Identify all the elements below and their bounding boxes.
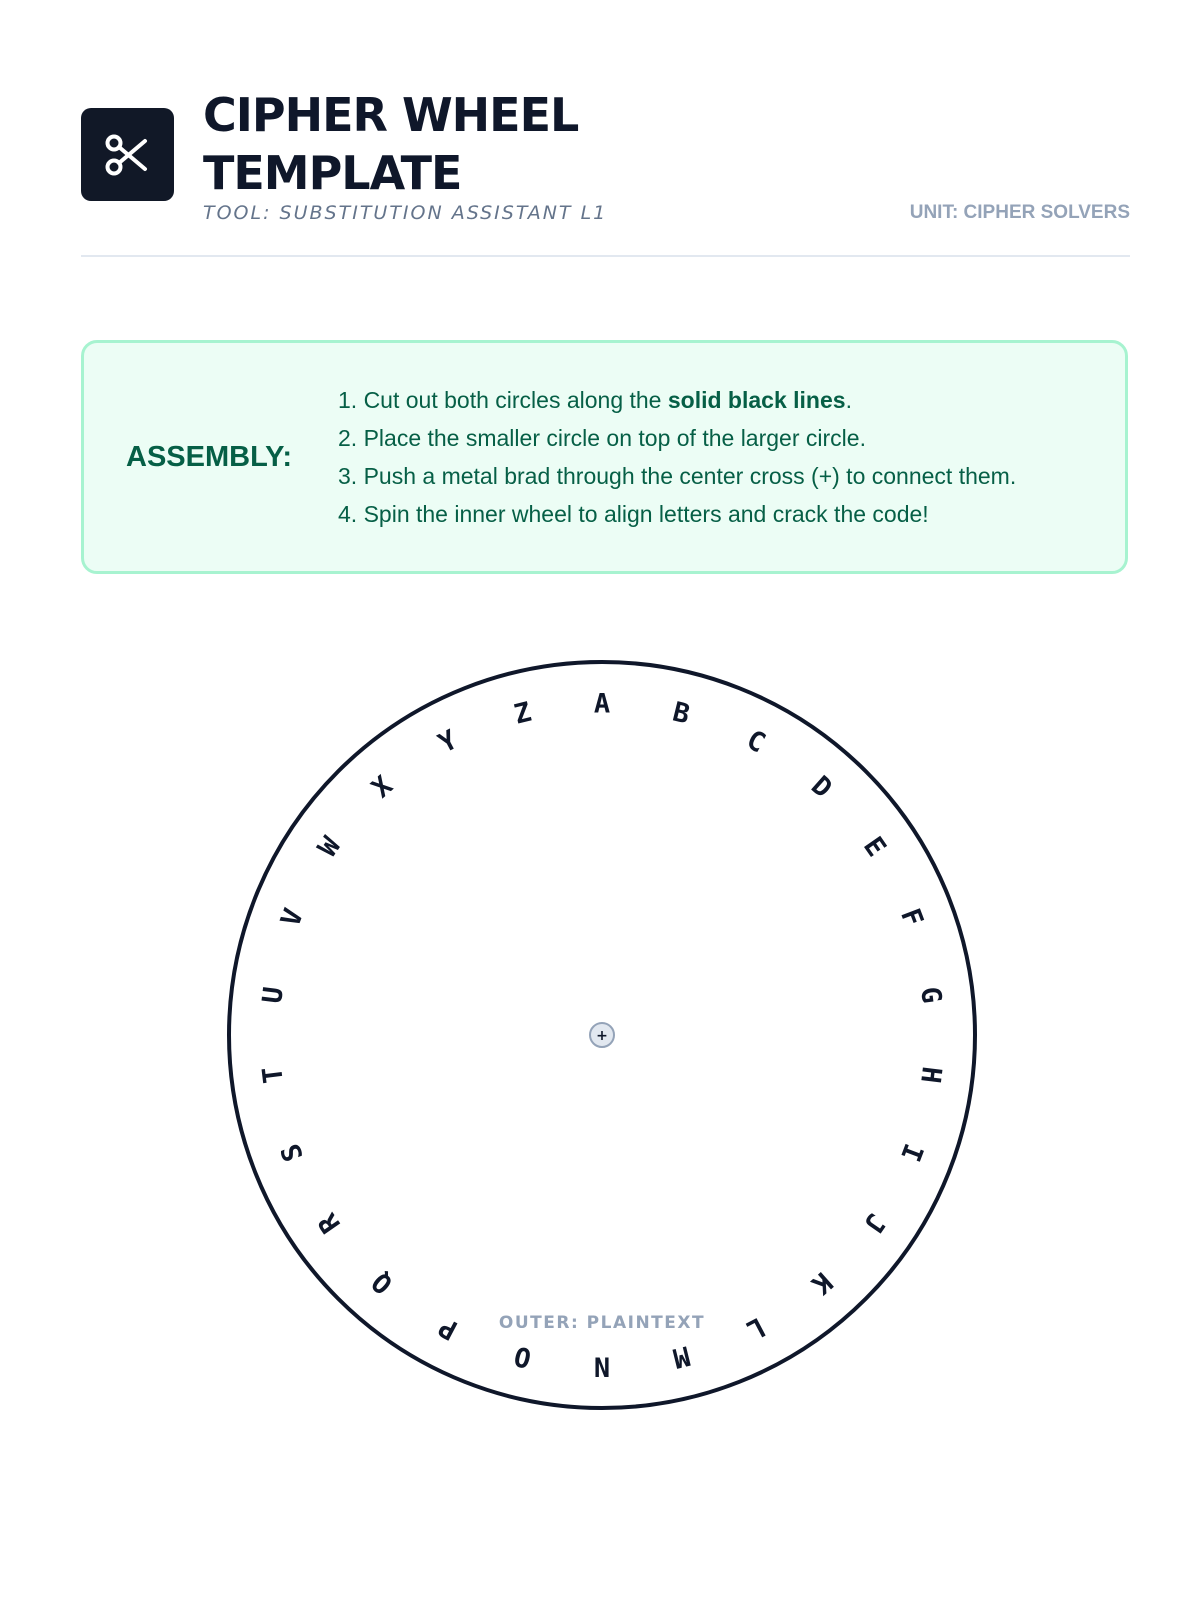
wheel-letter-q: Q — [366, 1265, 399, 1300]
cipher-wheel-svg — [226, 659, 978, 1411]
wheel-letter-v: V — [275, 904, 310, 931]
step-1 — [338, 381, 1016, 419]
wheel-letter-p: P — [433, 1310, 463, 1346]
title-line-2: TEMPLATE — [203, 146, 462, 200]
center-mark: + — [596, 1028, 608, 1044]
wheel-letter-k: K — [805, 1265, 838, 1300]
assembly-steps — [338, 381, 1016, 533]
wheel-letter-b: B — [669, 696, 693, 731]
title-line-1: CIPHER WHEEL — [203, 88, 579, 142]
header — [81, 86, 1130, 256]
step-2: 2. Place the smaller circle on top of the larger circle. — [338, 425, 866, 451]
step-4: 4. Spin the inner wheel to align letters and crack the code! — [338, 501, 929, 527]
step-3: 3. Push a metal brad through the center cross (+) to connect them. — [338, 463, 1017, 489]
wheel-letter-y: Y — [433, 724, 463, 760]
wheel-letter-u: U — [257, 985, 290, 1006]
wheel-letter-o: O — [511, 1339, 535, 1374]
page-title — [203, 86, 803, 202]
tool-subtitle: TOOL: SUBSTITUTION ASSISTANT L1 — [203, 202, 608, 224]
header-divider — [81, 255, 1130, 257]
logo-badge — [81, 108, 174, 201]
scissors-icon — [103, 130, 153, 180]
wheel-letter-c: C — [741, 724, 771, 760]
wheel-letter-d: D — [805, 770, 838, 805]
center-cross[interactable] — [590, 1023, 614, 1047]
wheel-letter-a: A — [593, 688, 611, 720]
step-1-prefix: 1. Cut out both circles along the — [338, 387, 668, 413]
wheel-letter-i: I — [894, 1139, 929, 1166]
wheel-letter-r: R — [312, 1207, 347, 1239]
step-1-suffix: . — [845, 387, 852, 413]
wheel-letter-h: H — [914, 1064, 947, 1085]
wheel-letter-j: J — [857, 1207, 892, 1239]
step-1-bold: solid black lines — [667, 387, 846, 413]
wheel-caption: OUTER: PLAINTEXT — [498, 1313, 706, 1333]
cipher-wheel — [226, 659, 978, 1411]
wheel-letter-z: Z — [511, 696, 535, 731]
unit-label: UNIT: CIPHER SOLVERS — [909, 202, 1130, 223]
wheel-letter-l: L — [741, 1310, 771, 1346]
assembly-label: ASSEMBLY: — [126, 440, 292, 473]
wheel-letter-s: S — [275, 1139, 310, 1166]
wheel-letter-n: N — [593, 1350, 611, 1382]
wheel-letter-m: M — [669, 1339, 693, 1374]
wheel-letter-g: G — [914, 985, 947, 1006]
wheel-letter-f: F — [894, 904, 929, 931]
wheel-letter-w: W — [312, 831, 347, 863]
assembly-box — [81, 340, 1128, 574]
wheel-letter-x: X — [366, 770, 399, 805]
wheel-letter-e: E — [857, 831, 892, 863]
wheel-letter-t: T — [257, 1064, 290, 1085]
